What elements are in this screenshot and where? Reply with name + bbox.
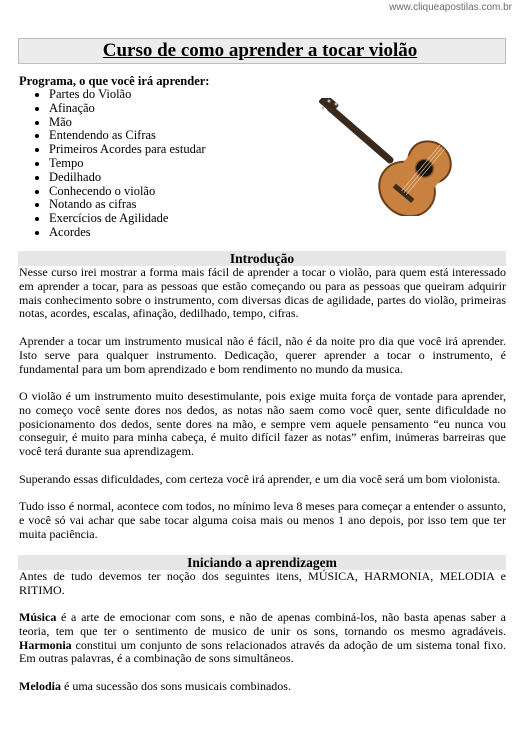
program-section	[19, 74, 299, 240]
intro-title: Introdução	[229, 251, 295, 266]
musica-term: Música	[19, 610, 57, 624]
list-item: • Primeiros Acordes para estudar	[49, 143, 299, 157]
harmonia-text: constitui um conjunto de sons relacionados através da adoção de um sistema tonal fixo. Em outras palavras, é a combinação de sons simultâneos.	[19, 637, 506, 666]
list-item: • Entendendo as Cifras	[49, 129, 299, 143]
harmonia-term: Harmonia	[19, 637, 72, 652]
list-item: • Mão	[49, 116, 299, 130]
list-item: • Tempo	[49, 157, 299, 171]
intro-paragraph-3: O violão é um instrumento muito desestimulante, pois exige muita força de vontade para aprender, no começo você sente dores nos dedos, as notas não saem como você quer, sente dificuldade no posicionamento dos dedos, sente dores na mão, e sempre vem aquele pensamento “eu nunca vou conseguir, é muito para minha cabeça, é muito difícil fazer as notas” enfim, inúmeras barreiras que você terá durante sua aprendizagem.	[19, 389, 506, 459]
list-item: • Afinação	[49, 102, 299, 116]
site-url: www.cliqueapostilas.com.br	[389, 2, 512, 13]
list-item: • Notando as cifras	[49, 198, 299, 212]
intro-paragraph-5: Tudo isso é normal, acontece com todos, no mínimo leva 8 meses para começar a entender o assunto, e você só vai achar que sabe tocar alguma coisa mais ou menos 1 ano depois, por isso tem que ter muita paciência.	[19, 499, 506, 541]
list-item: • Partes do Violão	[49, 88, 299, 102]
program-heading: Programa, o que você irá aprender:	[19, 74, 210, 88]
program-list	[19, 88, 299, 240]
intro-paragraph-1: Nesse curso irei mostrar a forma mais fácil de aprender a tocar o violão, para quem está interessado em aprender a tocar, para as pessoas que estão começando ou para as pessoas que queiram adquirir mais conhecimento sobre o instrumento, com diversas dicas de agilidade, partes do violão, primeiras notas, acordes, escalas, afinação, dedilhado, tempo, cifras.	[19, 265, 506, 321]
intro-paragraph-2: Aprender a tocar um instrumento musical não é fácil, não é da noite pro dia que você irá aprender. Isto serve para qualquer instrumento. Dedicação, querer aprender a tocar o instrumento, é fundamental para um bom aprendizado e bom rendimento no mundo da musica.	[19, 334, 506, 376]
melodia-text: é uma sucessão dos sons musicais combinados.	[61, 679, 291, 693]
list-item: • Conhecendo o violão	[49, 185, 299, 199]
learning-paragraph-1: Antes de tudo devemos ter noção dos seguintes itens, MÚSICA, HARMONIA, MELODIA e RITIMO.	[19, 569, 506, 597]
learning-paragraph-3	[19, 680, 506, 694]
learning-paragraph-2	[19, 611, 506, 666]
musica-text: é a arte de emocionar com sons, e não de apenas combiná-los, não basta apenas saber a teoria, tem que ter o sentimento de musico de unir os sons, tornando os mesmo agradáveis.	[19, 610, 506, 638]
page-title: Curso de como aprender a tocar violão	[102, 40, 418, 61]
melodia-term: Melodia	[19, 679, 61, 693]
learning-title: Iniciando a aprendizagem	[187, 555, 337, 570]
intro-paragraph-4: Superando essas dificuldades, com certeza você irá aprender, e um dia você será um bom violonista.	[19, 472, 501, 486]
acoustic-guitar-icon	[318, 98, 468, 221]
list-item: • Acordes	[49, 226, 299, 240]
list-item: • Dedilhado	[49, 171, 299, 185]
list-item: • Exercícios de Agilidade	[49, 212, 299, 226]
